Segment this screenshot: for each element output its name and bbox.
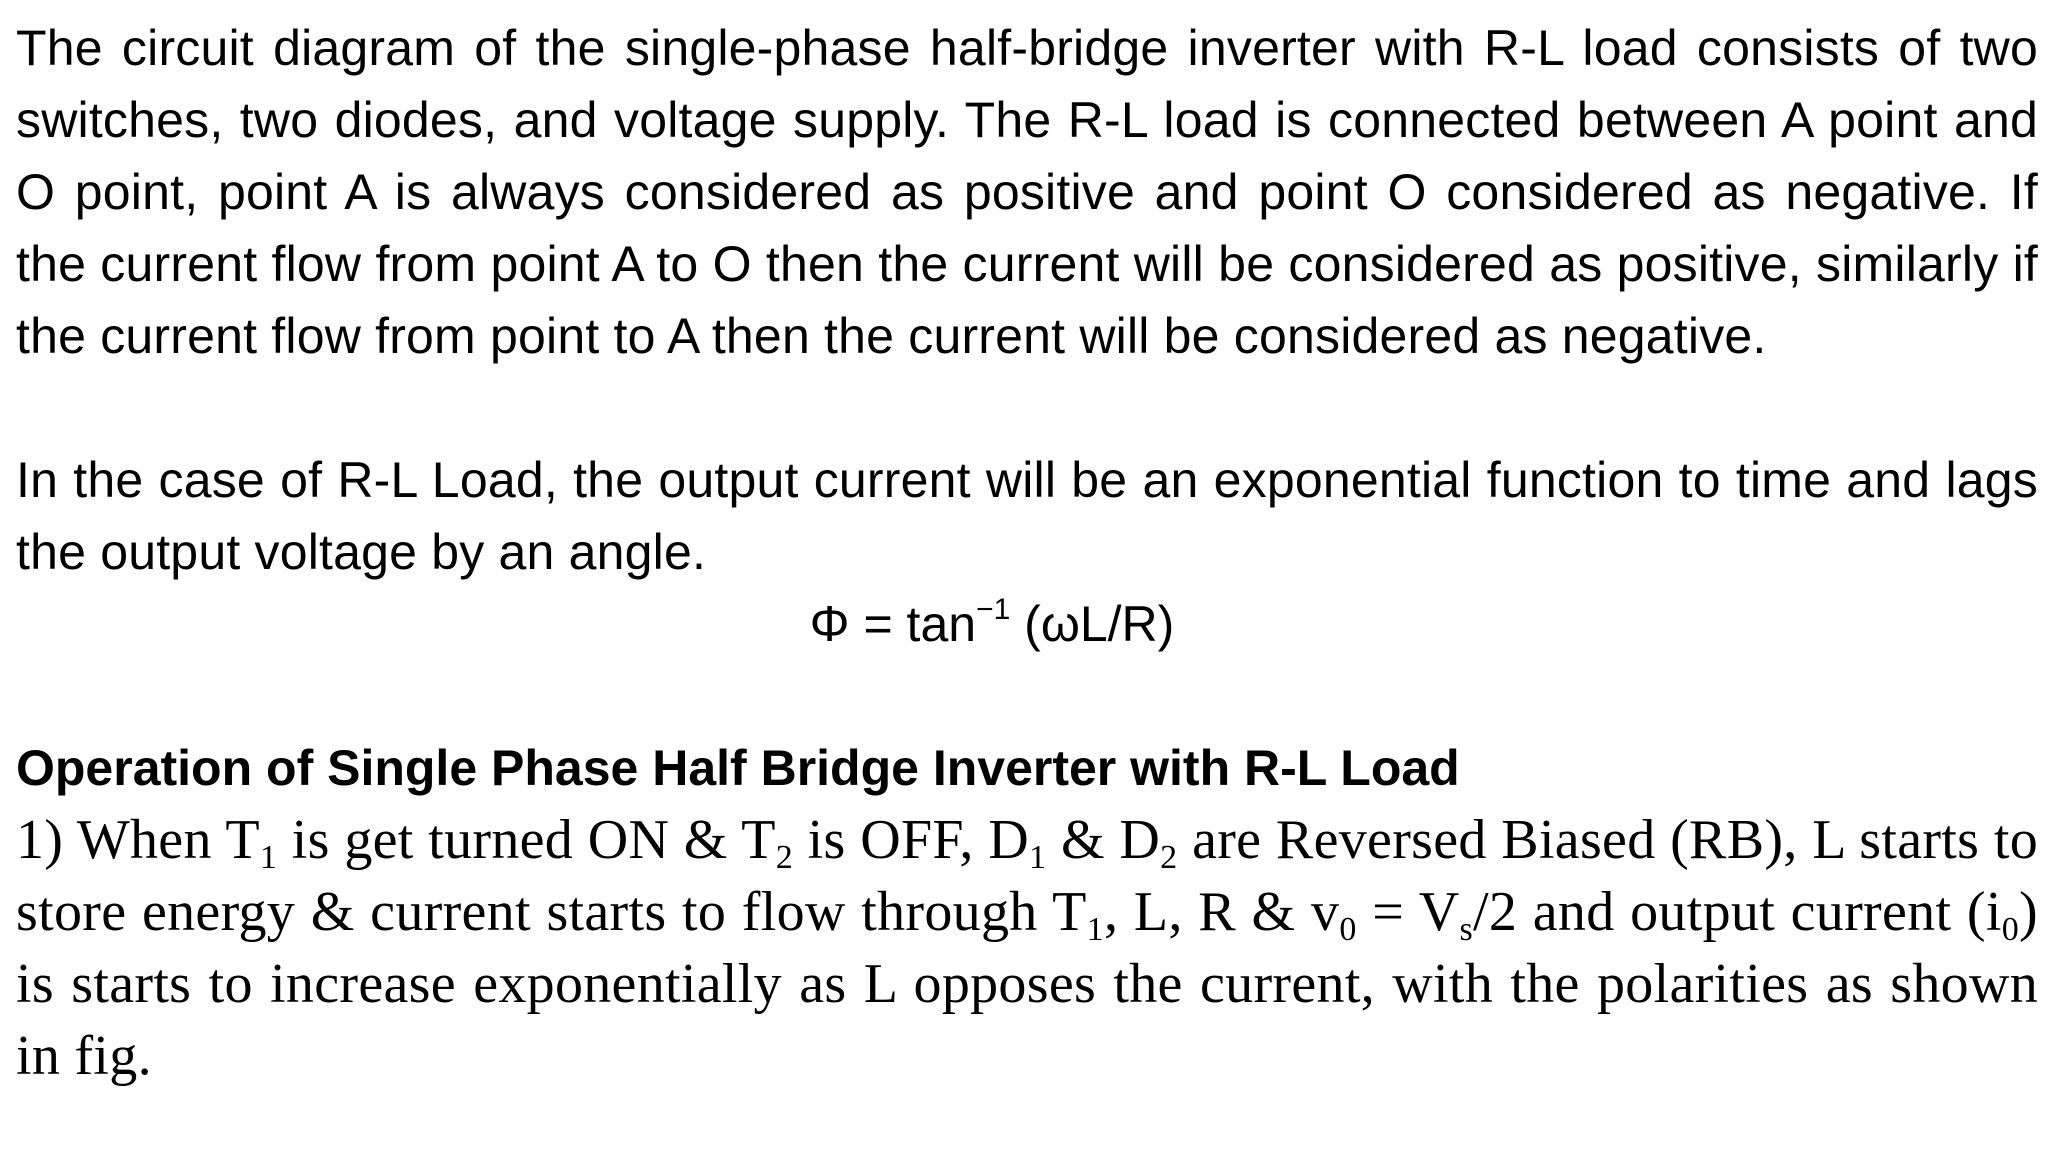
step-text: /2 and output current (i [1473,881,2002,943]
operation-step-1 [16,804,2038,1092]
formula-exponent: −1 [976,593,1011,626]
step-text: ) is starts to increase exponentially as L opposes the current, with the polarities as shown in fig. [16,881,2038,1087]
step-text: is get turned ON & T [277,809,776,871]
step-text: & D [1046,809,1161,871]
section-heading: Operation of Single Phase Half Bridge Inverter with R-L Load [16,740,1460,796]
subscript: 1 [1086,911,1104,948]
formula-rhs: (ωL/R) [1010,596,1175,652]
step-text: = V [1356,881,1460,943]
subscript: 0 [1339,911,1357,948]
step-text: is OFF, D [793,809,1030,871]
rl-load-paragraph: In the case of R-L Load, the output current will be an exponential function to time and lags the output voltage by an angle. [16,452,2038,580]
subscript: s [1459,911,1474,948]
subscript: 2 [1160,839,1178,876]
subscript: 1 [259,839,278,876]
subscript: 0 [2001,911,2020,948]
step-text: , L, R & v [1103,881,1340,943]
step-text: are Reversed Biased (RB), L starts to store energy & current starts to flow through T [16,809,2039,943]
subscript: 2 [775,839,794,876]
document-page [16,12,2038,1092]
formula-lhs: Φ = tan [809,596,977,652]
step-text: 1) When T [16,809,260,871]
intro-paragraph: The circuit diagram of the single-phase half-bridge inverter with R-L load consists of two switches, two diodes, and voltage supply. The R-L load is connected between A point and O point, point A is always considered as positive and point O considered as negative. If the current flow from point A to O then the current will be considered as positive, similarly if the current flow from point to A then the current will be considered as negative. [16,20,2038,364]
phase-angle-formula [16,588,2038,660]
subscript: 1 [1029,839,1047,876]
